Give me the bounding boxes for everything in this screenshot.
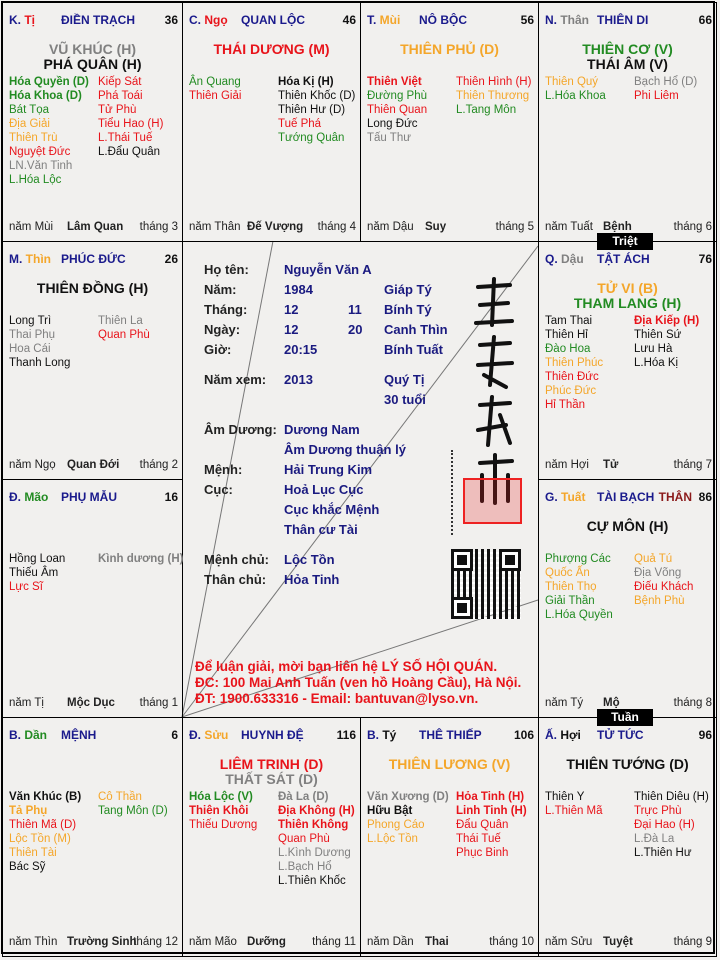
life-phase: Mộ bbox=[603, 697, 620, 709]
stem-prefix: B. bbox=[9, 728, 25, 742]
minor-star: Thanh Long bbox=[9, 357, 71, 369]
palace-footer bbox=[9, 936, 178, 948]
minor-star: Phượng Các bbox=[545, 553, 611, 565]
month-label: tháng 7 bbox=[673, 459, 712, 471]
minor-star: Tang Môn (D) bbox=[98, 805, 168, 817]
stem-prefix: B. bbox=[367, 728, 383, 742]
minor-star: Văn Khúc (B) bbox=[9, 791, 82, 803]
minor-star: Thiên Hỉ bbox=[545, 329, 588, 341]
main-star: THÁI ÂM (V) bbox=[587, 56, 668, 72]
palace-name: QUAN LỘC bbox=[241, 13, 305, 27]
palace-name: MỆNH bbox=[61, 728, 97, 742]
info-label: Mệnh chủ: bbox=[204, 552, 269, 567]
info-label: Năm: bbox=[204, 282, 237, 297]
palace-header bbox=[367, 13, 534, 29]
info-value: Nguyễn Văn A bbox=[284, 262, 372, 277]
life-phase: Tử bbox=[603, 459, 619, 471]
palace-cell-3[interactable] bbox=[360, 2, 539, 242]
branch-name: Tý bbox=[382, 728, 397, 742]
minor-star: Điếu Khách bbox=[634, 581, 694, 593]
palace-cell-5[interactable] bbox=[2, 241, 183, 480]
decade-age: 76 bbox=[698, 252, 712, 266]
palace-footer bbox=[9, 697, 178, 709]
palace-name: THIÊN DI bbox=[597, 13, 649, 27]
main-star: THIÊN TƯỚNG (D) bbox=[566, 756, 689, 772]
stem-prefix: Ấ. bbox=[545, 728, 561, 742]
life-phase: Suy bbox=[425, 221, 447, 233]
minor-star: L.Hóa Lộc bbox=[9, 174, 62, 186]
branch-name: Mão bbox=[24, 490, 49, 504]
main-star: LIÊM TRINH (D) bbox=[219, 756, 324, 772]
info-canchi: Bính Tuất bbox=[384, 342, 443, 357]
palace-header bbox=[545, 728, 712, 744]
minor-star: Bệnh Phù bbox=[634, 595, 685, 607]
life-phase: Đế Vượng bbox=[247, 221, 304, 233]
minor-star: Hỉ Thần bbox=[545, 399, 586, 411]
minor-star: Địa Giải bbox=[9, 118, 50, 130]
life-phase: Mộc Dục bbox=[67, 697, 115, 709]
minor-star: Tử Phù bbox=[98, 104, 137, 116]
palace-footer bbox=[9, 221, 178, 233]
main-star: THIÊN LƯƠNG (V) bbox=[388, 756, 511, 772]
info-canchi: 30 tuổi bbox=[384, 392, 426, 407]
minor-star: Thiên Mã (D) bbox=[9, 819, 77, 831]
palace-header bbox=[545, 490, 712, 506]
palace-cell-10[interactable] bbox=[182, 717, 361, 957]
minor-star: Thiên Thọ bbox=[545, 581, 597, 593]
branch-name: Hợi bbox=[560, 728, 581, 742]
minor-star: Phục Binh bbox=[456, 847, 509, 859]
info-canchi: Canh Thìn bbox=[384, 322, 448, 337]
main-star: VŨ KHÚC (H) bbox=[48, 41, 137, 57]
than-marker: THÂN bbox=[658, 490, 692, 504]
minor-star: L.Thiên Mã bbox=[545, 805, 603, 817]
palace-name: TỬ TỨC bbox=[597, 728, 644, 742]
palace-header bbox=[189, 728, 356, 744]
month-label: tháng 3 bbox=[139, 221, 178, 233]
stars-right bbox=[634, 314, 699, 370]
minor-star: Thiên Hư (D) bbox=[278, 104, 346, 116]
minor-star: Phúc Đức bbox=[545, 385, 597, 397]
year-label: năm Sửu bbox=[545, 936, 593, 948]
palace-name: NÔ BỘC bbox=[419, 13, 467, 27]
minor-star: Nguyệt Đức bbox=[9, 146, 71, 158]
info-value: Hỏa Tinh bbox=[284, 572, 340, 587]
minor-star: Thái Tuế bbox=[456, 833, 501, 845]
stars-right bbox=[634, 75, 697, 103]
minor-star: Lực Sĩ bbox=[9, 581, 43, 593]
calligraphy-logo bbox=[470, 275, 520, 505]
palace-name: HUYNH ĐỆ bbox=[241, 728, 304, 742]
palace-cell-1[interactable] bbox=[2, 2, 183, 242]
month-label: tháng 11 bbox=[312, 936, 356, 948]
minor-star: Quốc Ấn bbox=[545, 567, 590, 579]
minor-star: Tiểu Hao (H) bbox=[98, 118, 164, 130]
stem-prefix: M. bbox=[9, 252, 26, 266]
stars-right bbox=[634, 552, 693, 608]
minor-star: Hỏa Tinh (H) bbox=[456, 791, 525, 803]
stem-prefix: Đ. bbox=[189, 728, 205, 742]
stars-left bbox=[545, 790, 603, 818]
palace-name: ĐIỀN TRẠCH bbox=[61, 13, 135, 27]
qr-code bbox=[451, 549, 521, 619]
palace-header bbox=[367, 728, 534, 744]
minor-star: Phá Toái bbox=[98, 90, 143, 102]
minor-star: L.Thiên Khốc bbox=[278, 875, 346, 887]
minor-star: L.Kình Dương bbox=[278, 847, 351, 859]
decade-age: 36 bbox=[164, 13, 178, 27]
info-label: Cục: bbox=[204, 482, 233, 497]
palace-header bbox=[9, 728, 178, 744]
minor-star: Kiếp Sát bbox=[98, 76, 142, 88]
minor-star: Đà La (D) bbox=[278, 791, 329, 803]
minor-star: Thiên Hình (H) bbox=[456, 76, 532, 88]
minor-star: L.Lộc Tồn bbox=[367, 833, 418, 845]
minor-star: Tả Phụ bbox=[9, 805, 48, 817]
year-label: năm Dậu bbox=[367, 221, 414, 233]
stars-right bbox=[98, 552, 183, 566]
company-side-text bbox=[451, 450, 465, 535]
stars-right bbox=[634, 790, 709, 860]
year-label: năm Thìn bbox=[9, 936, 58, 948]
minor-star: Phong Cáo bbox=[367, 819, 425, 831]
stars-left bbox=[9, 790, 81, 874]
branch-name: Sửu bbox=[204, 728, 229, 742]
year-label: năm Mùi bbox=[9, 221, 54, 233]
stem-prefix: N. bbox=[545, 13, 561, 27]
palace-cell-6[interactable] bbox=[538, 241, 717, 480]
stars-right bbox=[98, 75, 163, 159]
branch-name: Ngọ bbox=[204, 13, 228, 27]
minor-star: Ân Quang bbox=[189, 76, 241, 88]
palace-footer bbox=[367, 221, 534, 233]
decade-age: 116 bbox=[336, 728, 356, 742]
minor-star: Tướng Quân bbox=[278, 132, 345, 144]
palace-footer bbox=[189, 936, 356, 948]
stars-left bbox=[545, 552, 613, 622]
minor-star: L.Hóa Khoa bbox=[545, 90, 606, 102]
stem-prefix: K. bbox=[9, 13, 25, 27]
minor-star: Thiên Khôi bbox=[189, 805, 249, 817]
minor-star: Thai Phụ bbox=[9, 329, 56, 341]
info-value: Cục khắc Mệnh bbox=[284, 502, 380, 517]
stars-left bbox=[9, 552, 65, 594]
info-value: Âm Dương thuận lý bbox=[284, 442, 406, 457]
minor-star: L.Thiên Hư bbox=[634, 847, 692, 859]
main-star: THAM LANG (H) bbox=[573, 295, 682, 311]
minor-star: Thiên Giải bbox=[189, 90, 242, 102]
minor-star: Thiên Không bbox=[278, 819, 349, 831]
decade-age: 106 bbox=[513, 728, 534, 742]
minor-star: Hồng Loan bbox=[9, 553, 66, 565]
info-label: Tháng: bbox=[204, 302, 248, 317]
info-label: Âm Dương: bbox=[204, 422, 277, 437]
stars-left bbox=[545, 75, 606, 103]
minor-star: Thiên Phúc bbox=[545, 357, 604, 369]
minor-star: Thiên Quan bbox=[367, 104, 428, 116]
palace-cell-7[interactable] bbox=[2, 479, 183, 718]
minor-star: L.Bạch Hổ bbox=[278, 861, 332, 873]
info-label: Mệnh: bbox=[204, 462, 243, 477]
palace-footer bbox=[545, 936, 712, 948]
info-label: Họ tên: bbox=[204, 262, 249, 277]
palace-footer bbox=[367, 936, 534, 948]
triet-tag: Triệt bbox=[597, 233, 653, 250]
decade-age: 96 bbox=[698, 728, 712, 742]
minor-star: Cô Thần bbox=[98, 791, 142, 803]
month-label: tháng 8 bbox=[673, 697, 712, 709]
stars-right bbox=[98, 314, 150, 342]
life-phase: Thai bbox=[425, 936, 449, 948]
info-value: 1984 bbox=[284, 282, 313, 297]
info-label: Thân chủ: bbox=[204, 572, 267, 587]
info-value: 20:15 bbox=[284, 342, 318, 357]
info-lunar-value: 20 bbox=[348, 322, 363, 337]
branch-name: Dậu bbox=[561, 252, 584, 266]
palace-footer bbox=[189, 221, 356, 233]
main-star: PHÁ QUÂN (H) bbox=[43, 56, 142, 72]
minor-star: Thiên Quý bbox=[545, 76, 599, 88]
main-star: THẤT SÁT (D) bbox=[225, 771, 318, 787]
stars-left bbox=[545, 314, 603, 412]
minor-star: Thiếu Dương bbox=[189, 819, 258, 831]
palace-footer bbox=[9, 459, 178, 471]
minor-star: Hữu Bật bbox=[367, 805, 413, 817]
stars-left bbox=[189, 790, 257, 832]
decade-age: 6 bbox=[171, 728, 178, 742]
stem-prefix: G. bbox=[545, 490, 562, 504]
minor-star: Hóa Lộc (V) bbox=[189, 791, 253, 803]
minor-star: Quan Phù bbox=[278, 833, 330, 845]
life-phase: Trường Sinh bbox=[67, 936, 137, 948]
minor-star: Long Đức bbox=[367, 118, 418, 130]
minor-star: Tam Thai bbox=[545, 315, 593, 327]
year-label: năm Hợi bbox=[545, 459, 589, 471]
minor-star: Lộc Tồn (M) bbox=[9, 833, 71, 845]
year-label: năm Dần bbox=[367, 936, 414, 948]
branch-name: Thân bbox=[560, 13, 590, 27]
minor-star: Văn Xương (D) bbox=[367, 791, 449, 803]
minor-star: Trực Phù bbox=[634, 805, 682, 817]
year-label: năm Ngọ bbox=[9, 459, 56, 471]
minor-star: Long Trì bbox=[9, 315, 52, 327]
branch-name: Tuất bbox=[561, 490, 586, 504]
minor-star: Lưu Hà bbox=[634, 343, 673, 355]
minor-star: Tuế Phá bbox=[278, 118, 322, 130]
minor-star: Đẩu Quân bbox=[456, 819, 509, 831]
minor-star: Kình dương (H) bbox=[98, 553, 184, 565]
stars-right bbox=[456, 790, 527, 860]
palace-name: PHỤ MẪU bbox=[61, 490, 117, 504]
stem-prefix: Q. bbox=[545, 252, 562, 266]
palace-header bbox=[189, 13, 356, 29]
decade-age: 16 bbox=[164, 490, 178, 504]
info-canchi: Quý Tị bbox=[384, 372, 425, 387]
minor-star: Tấu Thư bbox=[367, 132, 411, 144]
main-star: CỰ MÔN (H) bbox=[586, 518, 669, 534]
year-label: năm Tị bbox=[9, 697, 44, 709]
contact-line: ĐC: 100 Mai Anh Tuấn (ven hồ Hoàng Cầu), Hà Nội. bbox=[195, 675, 522, 690]
stars-right bbox=[278, 75, 355, 145]
minor-star: Bát Tọa bbox=[9, 104, 50, 116]
minor-star: Thiên Sứ bbox=[634, 329, 682, 341]
palace-name: TẬT ÁCH bbox=[597, 252, 650, 266]
palace-header bbox=[9, 252, 178, 268]
palace-footer bbox=[545, 221, 712, 233]
minor-star: Quả Tú bbox=[634, 553, 673, 565]
info-value: Hải Trung Kim bbox=[284, 462, 373, 477]
stars-right bbox=[278, 790, 355, 888]
palace-footer bbox=[545, 697, 712, 709]
minor-star: Thiên La bbox=[98, 315, 143, 327]
minor-star: Hóa Kị (H) bbox=[278, 76, 334, 88]
stem-prefix: C. bbox=[189, 13, 205, 27]
info-value: Lộc Tồn bbox=[284, 552, 335, 567]
info-value: 12 bbox=[284, 302, 299, 317]
minor-star: Địa Kiếp (H) bbox=[634, 315, 700, 327]
branch-name: Thìn bbox=[25, 252, 51, 266]
minor-star: Hoa Cái bbox=[9, 343, 51, 355]
palace-cell-2[interactable] bbox=[182, 2, 361, 242]
seal-stamp bbox=[463, 478, 522, 524]
palace-name: PHÚC ĐỨC bbox=[61, 252, 126, 266]
palace-cell-11[interactable] bbox=[360, 717, 539, 957]
life-phase: Tuyệt bbox=[603, 936, 633, 948]
palace-footer bbox=[545, 459, 712, 471]
main-star: THÁI DƯƠNG (M) bbox=[213, 41, 330, 57]
month-label: tháng 9 bbox=[673, 936, 712, 948]
palace-header bbox=[545, 252, 712, 268]
info-canchi: Giáp Tý bbox=[384, 282, 432, 297]
minor-star: Thiên Việt bbox=[367, 76, 422, 88]
main-star: THIÊN CƠ (V) bbox=[582, 41, 673, 57]
minor-star: Thiên Đức bbox=[545, 371, 599, 383]
minor-star: Địa Không (H) bbox=[278, 805, 355, 817]
palace-header bbox=[9, 13, 178, 29]
stem-prefix: T. bbox=[367, 13, 380, 27]
palace-name: THÊ THIẾP bbox=[419, 728, 482, 742]
minor-star: Thiếu Âm bbox=[9, 567, 59, 579]
branch-name: Tị bbox=[24, 13, 36, 27]
minor-star: Thiên Y bbox=[545, 791, 585, 803]
palace-cell-9[interactable] bbox=[2, 717, 183, 957]
minor-star: L.Tang Môn bbox=[456, 104, 517, 116]
month-label: tháng 2 bbox=[139, 459, 178, 471]
stars-right bbox=[98, 790, 168, 818]
month-label: tháng 10 bbox=[489, 936, 534, 948]
life-phase: Bệnh bbox=[603, 221, 632, 233]
minor-star: L.Hóa Kị bbox=[634, 357, 679, 369]
palace-cell-8[interactable] bbox=[538, 479, 717, 718]
branch-name: Mùi bbox=[379, 13, 401, 27]
info-value: Hoả Lục Cục bbox=[284, 482, 364, 497]
decade-age: 66 bbox=[698, 13, 712, 27]
info-label: Ngày: bbox=[204, 322, 241, 337]
minor-star: Địa Võng bbox=[634, 567, 682, 579]
life-phase: Lâm Quan bbox=[67, 221, 124, 233]
main-star: THIÊN ĐỒNG (H) bbox=[36, 280, 149, 296]
minor-star: Thiên Tài bbox=[9, 847, 57, 859]
contact-line: Để luận giải, mời bạn liên hệ LÝ SỐ HỘI QUÁN. bbox=[195, 659, 498, 674]
decade-age: 56 bbox=[520, 13, 534, 27]
minor-star: Thiên Diêu (H) bbox=[634, 791, 709, 803]
contact-line: ĐT: 1900.633316 - Email: bantuvan@lyso.vn. bbox=[195, 691, 479, 706]
minor-star: L.Đà La bbox=[634, 833, 675, 845]
info-lunar-value: 11 bbox=[348, 302, 362, 317]
decade-age: 46 bbox=[342, 13, 356, 27]
branch-name: Dần bbox=[24, 728, 48, 742]
palace-header bbox=[9, 490, 178, 506]
minor-star: Đường Phù bbox=[367, 90, 427, 102]
minor-star: Bác Sỹ bbox=[9, 861, 46, 873]
minor-star: Thiên Khốc (D) bbox=[278, 90, 356, 102]
month-label: tháng 1 bbox=[139, 697, 178, 709]
minor-star: Đào Hoa bbox=[545, 343, 591, 355]
info-value: 2013 bbox=[284, 372, 313, 387]
minor-star: L.Đẩu Quân bbox=[98, 146, 161, 158]
life-phase: Quan Đới bbox=[67, 459, 120, 471]
stars-right bbox=[456, 75, 531, 117]
stars-left bbox=[367, 75, 427, 145]
main-star: TỬ VI (B) bbox=[597, 280, 658, 296]
minor-star: Đại Hao (H) bbox=[634, 819, 695, 831]
year-label: năm Thân bbox=[189, 221, 241, 233]
main-star: THIÊN PHỦ (D) bbox=[400, 41, 499, 57]
minor-star: L.Hóa Quyền bbox=[545, 609, 613, 621]
month-label: tháng 6 bbox=[673, 221, 712, 233]
stars-left bbox=[9, 75, 89, 187]
year-label: năm Mão bbox=[189, 936, 237, 948]
palace-cell-12[interactable] bbox=[538, 717, 717, 957]
stars-left bbox=[367, 790, 449, 846]
month-label: tháng 4 bbox=[317, 221, 356, 233]
minor-star: Bạch Hổ (D) bbox=[634, 76, 698, 88]
minor-star: Giải Thần bbox=[545, 595, 595, 607]
palace-cell-4[interactable] bbox=[538, 2, 717, 242]
minor-star: Thiên Thương bbox=[456, 90, 530, 102]
stem-prefix: Đ. bbox=[9, 490, 25, 504]
year-label: năm Tý bbox=[545, 697, 584, 709]
info-value: Thân cư Tài bbox=[284, 522, 358, 537]
minor-star: Phi Liêm bbox=[634, 90, 679, 102]
minor-star: Thiên Trù bbox=[9, 132, 58, 144]
month-label: tháng 5 bbox=[495, 221, 534, 233]
palace-header bbox=[545, 13, 712, 29]
decade-age: 26 bbox=[164, 252, 178, 266]
minor-star: Linh Tinh (H) bbox=[456, 805, 527, 817]
minor-star: L.Thái Tuế bbox=[98, 132, 153, 144]
minor-star: Hóa Khoa (D) bbox=[9, 90, 82, 102]
stars-left bbox=[189, 75, 241, 103]
info-value: Dương Nam bbox=[284, 422, 360, 437]
life-phase: Dưỡng bbox=[247, 936, 286, 948]
info-canchi: Bính Tý bbox=[384, 302, 432, 317]
minor-star: Hóa Quyền (D) bbox=[9, 76, 89, 88]
info-label: Giờ: bbox=[204, 342, 232, 357]
minor-star: Quan Phù bbox=[98, 329, 150, 341]
palace-name: TÀI BẠCH bbox=[597, 490, 655, 504]
minor-star: LN.Văn Tinh bbox=[9, 160, 73, 172]
year-label: năm Tuất bbox=[545, 221, 593, 233]
info-label: Năm xem: bbox=[204, 372, 267, 387]
tuan-tag: Tuần bbox=[597, 709, 653, 726]
month-label: tháng 12 bbox=[133, 936, 178, 948]
info-value: 12 bbox=[284, 322, 299, 337]
decade-age: 86 bbox=[698, 490, 712, 504]
stars-left bbox=[9, 314, 70, 370]
